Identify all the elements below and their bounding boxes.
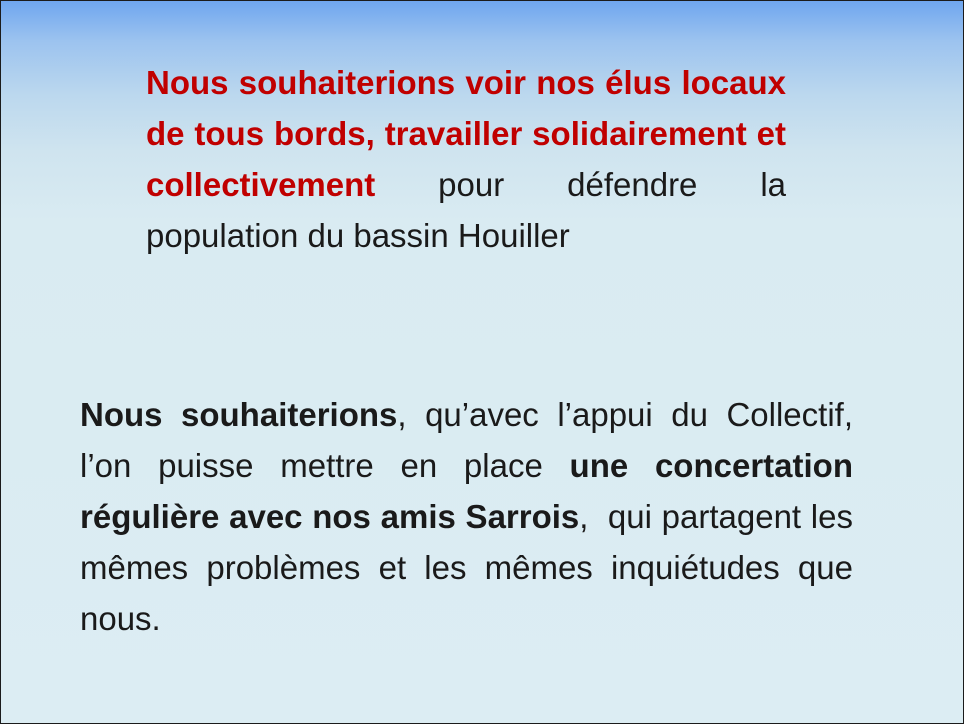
paragraph-2-lead-bold: Nous souhaiterions [80,396,398,433]
paragraph-1-rest: pour défendre la population du bassin Houiller [146,166,786,254]
paragraph-2-text-1: , qu’avec l’appui du Collectif, l’on puisse mettre en place [80,396,853,484]
paragraph-elus-locaux [146,57,786,261]
paragraph-1-emphasis: Nous souhaiterions voir nos élus locaux de tous bords, travailler solidairement et collectivement [146,64,786,203]
paragraph-2-concertation-bold: une concertation régulière avec nos amis Sarrois [80,447,853,535]
paragraph-concertation-sarrois [80,389,863,644]
paragraph-2-text-2: , qui partagent les mêmes problèmes et les mêmes inquiétudes que nous. [80,498,863,637]
